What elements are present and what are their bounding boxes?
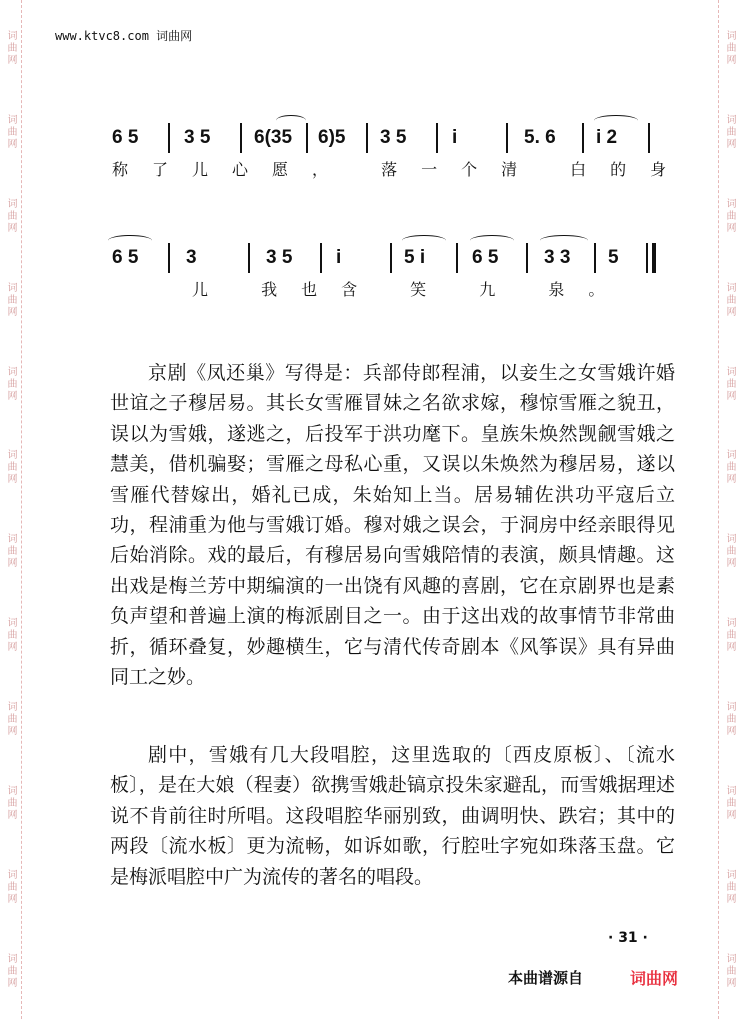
score-note: 6)5 (318, 127, 346, 148)
bar-line (526, 243, 528, 273)
score-note: 3 5 (380, 127, 407, 148)
score-note: 6 5 (472, 247, 499, 268)
watermark-text: 词曲网 (724, 29, 735, 66)
article-paragraph-2: 剧中，雪娥有几大段唱腔，这里选取的〔西皮原板〕、〔流水板〕，是在大娘（程妻）欲携雪娥赴镐京投朱家避乱，而雪娥据理述说不肯前往时所唱。这段唱腔华丽别致，曲调明快、跌宕；其中的两段〔流水板〕更为流畅，如诉如歌，行腔吐字宛如珠落玉盘。它是梅派唱腔中广为流传的著名的唱段。 (110, 744, 675, 888)
bar-line (594, 243, 596, 273)
bar-line (248, 243, 250, 273)
bar-line (456, 243, 458, 273)
score-notes (108, 123, 668, 153)
score-notes (108, 243, 668, 273)
right-watermark-strip (718, 0, 740, 1019)
watermark-text: 词曲网 (5, 701, 16, 738)
score-note: 5. 6 (524, 127, 556, 148)
score-note: 3 3 (544, 247, 571, 268)
watermark-text: 词曲网 (5, 952, 16, 989)
score-lyrics (108, 277, 668, 303)
score-note: 6 5 (112, 127, 139, 148)
final-bar-line (652, 243, 656, 273)
watermark-text: 词曲网 (5, 281, 16, 318)
bar-line (506, 123, 508, 153)
score-note: 5 i (404, 247, 426, 268)
bar-line (320, 243, 322, 273)
watermark-text: 词曲网 (5, 617, 16, 654)
slur-mark (402, 235, 446, 246)
score-note: 3 5 (184, 127, 211, 148)
slur-mark (108, 235, 152, 246)
watermark-text: 词曲网 (724, 533, 735, 570)
site-header-url: www.ktvc8.com 词曲网 (55, 29, 193, 43)
score-line-1 (108, 123, 691, 183)
lyric-text: 称了儿心愿， 落一个清 白的身 (112, 160, 691, 179)
article-paragraph-1: 京剧《凤还巢》写得是：兵部侍郎程浦，以妾生之女雪娥许婚世谊之子穆居易。其长女雪雁冒妹之名欲求嫁，穆惊雪雁之貌丑，误以为雪娥，遂逃之，后投军于洪功麾下。皇族朱焕然觊觎雪娥之慧美，借机骗娶；雪雁之母私心重，又误以朱焕然为穆居易，遂以雪雁代替嫁出，婚礼已成，朱始知上当。居易辅佐洪功平寇后立功，程浦重为他与雪娥订婚。穆对娥之误会，于洞房中经亲眼得见后始消除。戏的最后，有穆居易向雪娥陪情的表演，颇具情趣。这出戏是梅兰芳中期编演的一出饶有风趣的喜剧，它在京剧界也是素负声望和普遍上演的梅派剧目之一。由于这出戏的故事情节非常曲折，循环叠复，妙趣横生，它与清代传奇剧本《风筝误》具有异曲同工之妙。 (110, 362, 675, 689)
watermark-text: 词曲网 (724, 449, 735, 486)
watermark-text: 词曲网 (5, 533, 16, 570)
slur-mark (276, 115, 306, 126)
bar-line (648, 123, 650, 153)
slur-mark (540, 235, 588, 246)
score-note: i (336, 247, 342, 268)
page-number: · 31 · (608, 930, 648, 946)
watermark-text: 词曲网 (724, 365, 735, 402)
slur-mark (470, 235, 514, 246)
score-note: 5 (608, 247, 619, 268)
score-note: i 2 (596, 127, 618, 148)
watermark-text: 词曲网 (5, 113, 16, 150)
score-note: i (452, 127, 458, 148)
slur-mark (594, 115, 638, 126)
bar-line (390, 243, 392, 273)
watermark-text: 词曲网 (724, 281, 735, 318)
bar-line (366, 123, 368, 153)
watermark-text: 词曲网 (724, 869, 735, 906)
score-note: 3 (186, 247, 197, 268)
bar-line (436, 123, 438, 153)
watermark-text: 词曲网 (5, 365, 16, 402)
lyric-text: 儿 我也含 笑 九 泉。 (192, 280, 629, 299)
bar-line (168, 123, 170, 153)
watermark-text: 词曲网 (724, 701, 735, 738)
source-label: 本曲谱源自 (508, 969, 584, 987)
watermark-text: 词曲网 (724, 113, 735, 150)
left-watermark-strip (0, 0, 22, 1019)
bar-line (168, 243, 170, 273)
final-bar-line (646, 243, 648, 273)
score-lyrics (108, 157, 691, 183)
watermark-text: 词曲网 (5, 197, 16, 234)
watermark-text: 词曲网 (5, 869, 16, 906)
watermark-text: 词曲网 (5, 449, 16, 486)
watermark-text: 词曲网 (5, 785, 16, 822)
watermark-text: 词曲网 (5, 29, 16, 66)
watermark-text: 词曲网 (724, 952, 735, 989)
bar-line (582, 123, 584, 153)
watermark-text: 词曲网 (724, 617, 735, 654)
source-site-link[interactable]: 词曲网 (630, 969, 679, 988)
score-note: 6 5 (112, 247, 139, 268)
score-note: 6(35 (254, 127, 293, 148)
watermark-text: 词曲网 (724, 197, 735, 234)
watermark-text: 词曲网 (724, 785, 735, 822)
score-line-2 (108, 243, 668, 303)
bar-line (240, 123, 242, 153)
score-note: 3 5 (266, 247, 293, 268)
bar-line (306, 123, 308, 153)
